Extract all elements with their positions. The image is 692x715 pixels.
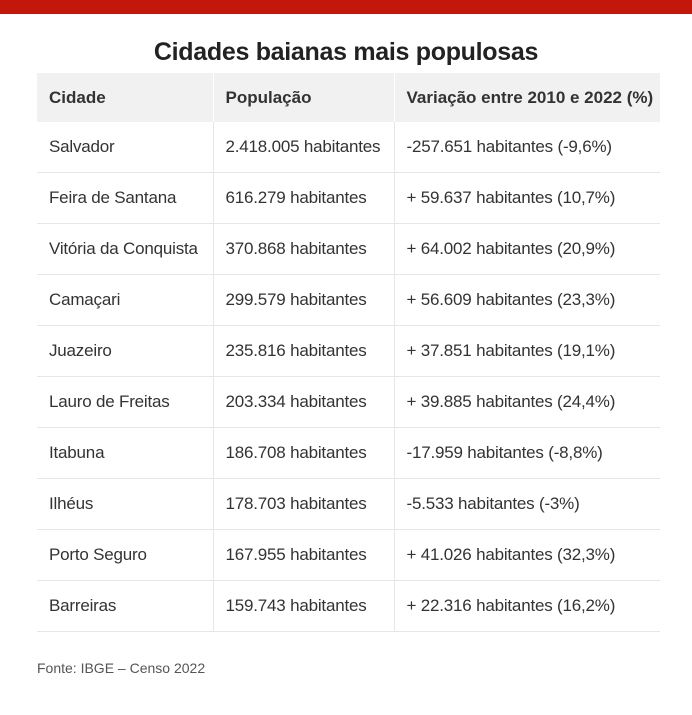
top-accent-bar [0, 0, 692, 14]
cell-population: 299.579 habitantes [213, 275, 394, 326]
cell-population: 2.418.005 habitantes [213, 122, 394, 173]
cell-population: 203.334 habitantes [213, 377, 394, 428]
cell-variation: + 22.316 habitantes (16,2%) [394, 581, 660, 632]
table-row [37, 173, 660, 224]
cell-population: 186.708 habitantes [213, 428, 394, 479]
table-row [37, 530, 660, 581]
cell-variation: + 39.885 habitantes (24,4%) [394, 377, 660, 428]
cell-city: Juazeiro [37, 326, 213, 377]
cell-population: 167.955 habitantes [213, 530, 394, 581]
cell-city: Barreiras [37, 581, 213, 632]
cell-variation: + 64.002 habitantes (20,9%) [394, 224, 660, 275]
cell-city: Salvador [37, 122, 213, 173]
cell-city: Feira de Santana [37, 173, 213, 224]
cell-city: Porto Seguro [37, 530, 213, 581]
cell-city: Ilhéus [37, 479, 213, 530]
table-row [37, 275, 660, 326]
cell-variation: + 59.637 habitantes (10,7%) [394, 173, 660, 224]
source-note: Fonte: IBGE – Censo 2022 [37, 660, 206, 676]
cell-city: Itabuna [37, 428, 213, 479]
table-row [37, 122, 660, 173]
population-table [37, 73, 660, 632]
table-header [37, 73, 660, 122]
cell-city: Vitória da Conquista [37, 224, 213, 275]
header-population: População [213, 73, 394, 122]
header-row [37, 73, 660, 122]
cell-variation: -257.651 habitantes (-9,6%) [394, 122, 660, 173]
cell-population: 370.868 habitantes [213, 224, 394, 275]
cell-population: 616.279 habitantes [213, 173, 394, 224]
table-row [37, 581, 660, 632]
cell-city: Camaçari [37, 275, 213, 326]
cell-city: Lauro de Freitas [37, 377, 213, 428]
table-body [37, 122, 660, 632]
cell-variation: -17.959 habitantes (-8,8%) [394, 428, 660, 479]
table-row [37, 428, 660, 479]
cell-population: 159.743 habitantes [213, 581, 394, 632]
header-variation: Variação entre 2010 e 2022 (%) [394, 73, 660, 122]
cell-variation: + 56.609 habitantes (23,3%) [394, 275, 660, 326]
cell-variation: -5.533 habitantes (-3%) [394, 479, 660, 530]
table-row [37, 326, 660, 377]
header-city: Cidade [37, 73, 213, 122]
page-title: Cidades baianas mais populosas [153, 38, 539, 66]
cell-population: 178.703 habitantes [213, 479, 394, 530]
table-row [37, 224, 660, 275]
cell-variation: + 37.851 habitantes (19,1%) [394, 326, 660, 377]
table-row [37, 479, 660, 530]
cell-variation: + 41.026 habitantes (32,3%) [394, 530, 660, 581]
table-row [37, 377, 660, 428]
cell-population: 235.816 habitantes [213, 326, 394, 377]
